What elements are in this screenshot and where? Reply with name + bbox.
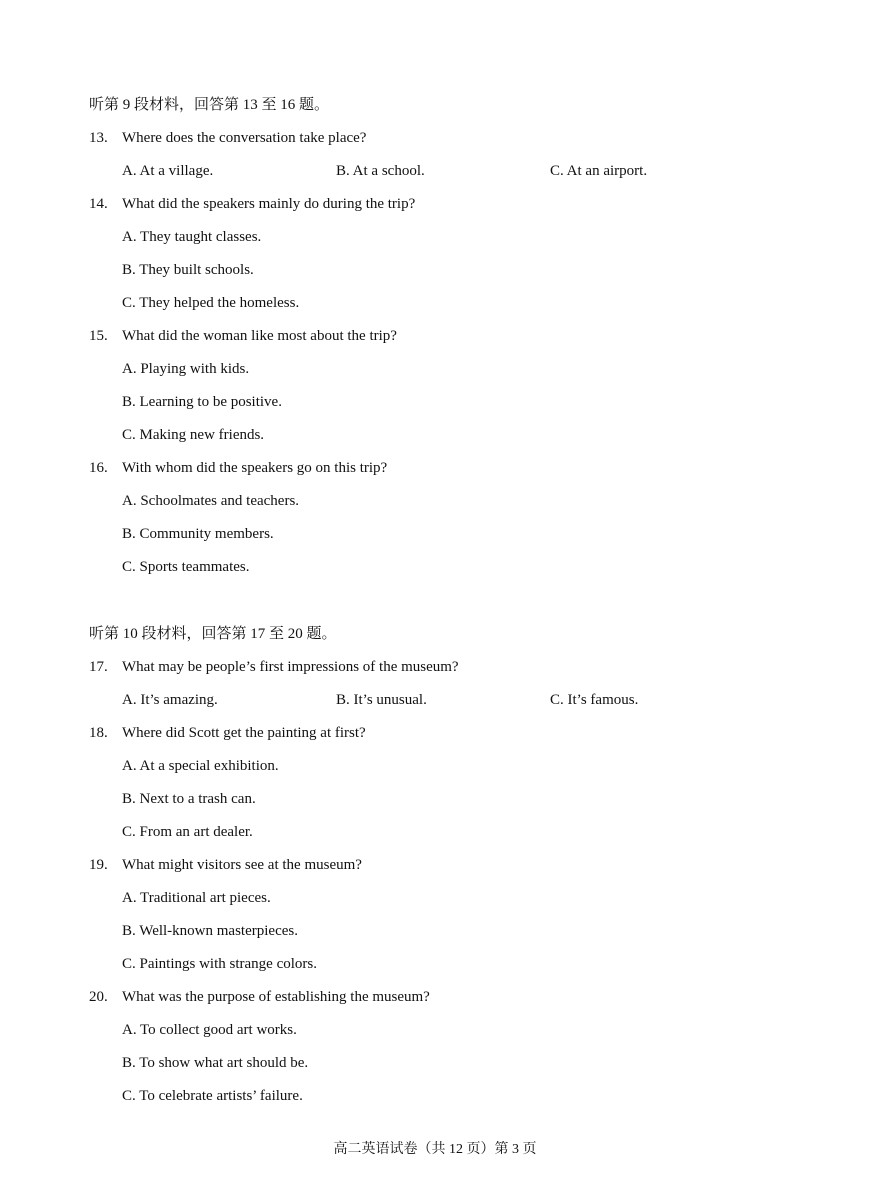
question-number: 17.: [89, 659, 108, 675]
question-text: What did the woman like most about the trip?: [122, 328, 397, 344]
answer-option: B. Learning to be positive.: [122, 394, 282, 410]
answer-option: B. Community members.: [122, 526, 274, 542]
question-text: What was the purpose of establishing the museum?: [122, 989, 430, 1005]
question-number: 16.: [89, 460, 108, 476]
answer-option: C. Sports teammates.: [122, 559, 250, 575]
answer-option: C. To celebrate artists’ failure.: [122, 1088, 303, 1104]
answer-option: A. They taught classes.: [122, 229, 262, 245]
question-number: 15.: [89, 328, 108, 344]
question-text: What might visitors see at the museum?: [122, 857, 362, 873]
section-heading: 听第 9 段材料，回答第 13 至 16 题。: [89, 97, 330, 113]
answer-option: C. At an airport.: [550, 163, 648, 179]
answer-option: C. Paintings with strange colors.: [122, 956, 317, 972]
answer-option: B. It’s unusual.: [336, 692, 427, 708]
question-text: With whom did the speakers go on this trip?: [122, 460, 388, 476]
section-heading: 听第 10 段材料，回答第 17 至 20 题。: [89, 626, 337, 642]
answer-option: A. At a village.: [122, 163, 214, 179]
answer-option: A. To collect good art works.: [122, 1022, 297, 1038]
answer-option: C. It’s famous.: [550, 692, 639, 708]
answer-option: A. At a special exhibition.: [122, 758, 279, 774]
answer-option: A. Traditional art pieces.: [122, 890, 271, 906]
question-number: 14.: [89, 196, 108, 212]
answer-option: C. From an art dealer.: [122, 824, 253, 840]
answer-option: B. At a school.: [336, 163, 425, 179]
answer-option: B. Well-known masterpieces.: [122, 923, 298, 939]
answer-option: A. Playing with kids.: [122, 361, 250, 377]
page-footer: 高二英语试卷（共 12 页）第 3 页: [333, 1142, 537, 1157]
question-number: 20.: [89, 989, 108, 1005]
answer-option: A. Schoolmates and teachers.: [122, 493, 300, 509]
question-number: 13.: [89, 130, 108, 146]
question-number: 19.: [89, 857, 108, 873]
answer-option: A. It’s amazing.: [122, 692, 218, 708]
answer-option: C. Making new friends.: [122, 427, 265, 443]
answer-option: B. To show what art should be.: [122, 1055, 309, 1071]
answer-option: B. They built schools.: [122, 262, 254, 278]
question-number: 18.: [89, 725, 108, 741]
answer-option: C. They helped the homeless.: [122, 295, 300, 311]
question-text: What did the speakers mainly do during the trip?: [122, 196, 416, 212]
answer-option: B. Next to a trash can.: [122, 791, 256, 807]
question-text: Where did Scott get the painting at first?: [122, 725, 366, 741]
question-text: Where does the conversation take place?: [122, 130, 367, 146]
question-text: What may be people’s first impressions of the museum?: [122, 659, 459, 675]
